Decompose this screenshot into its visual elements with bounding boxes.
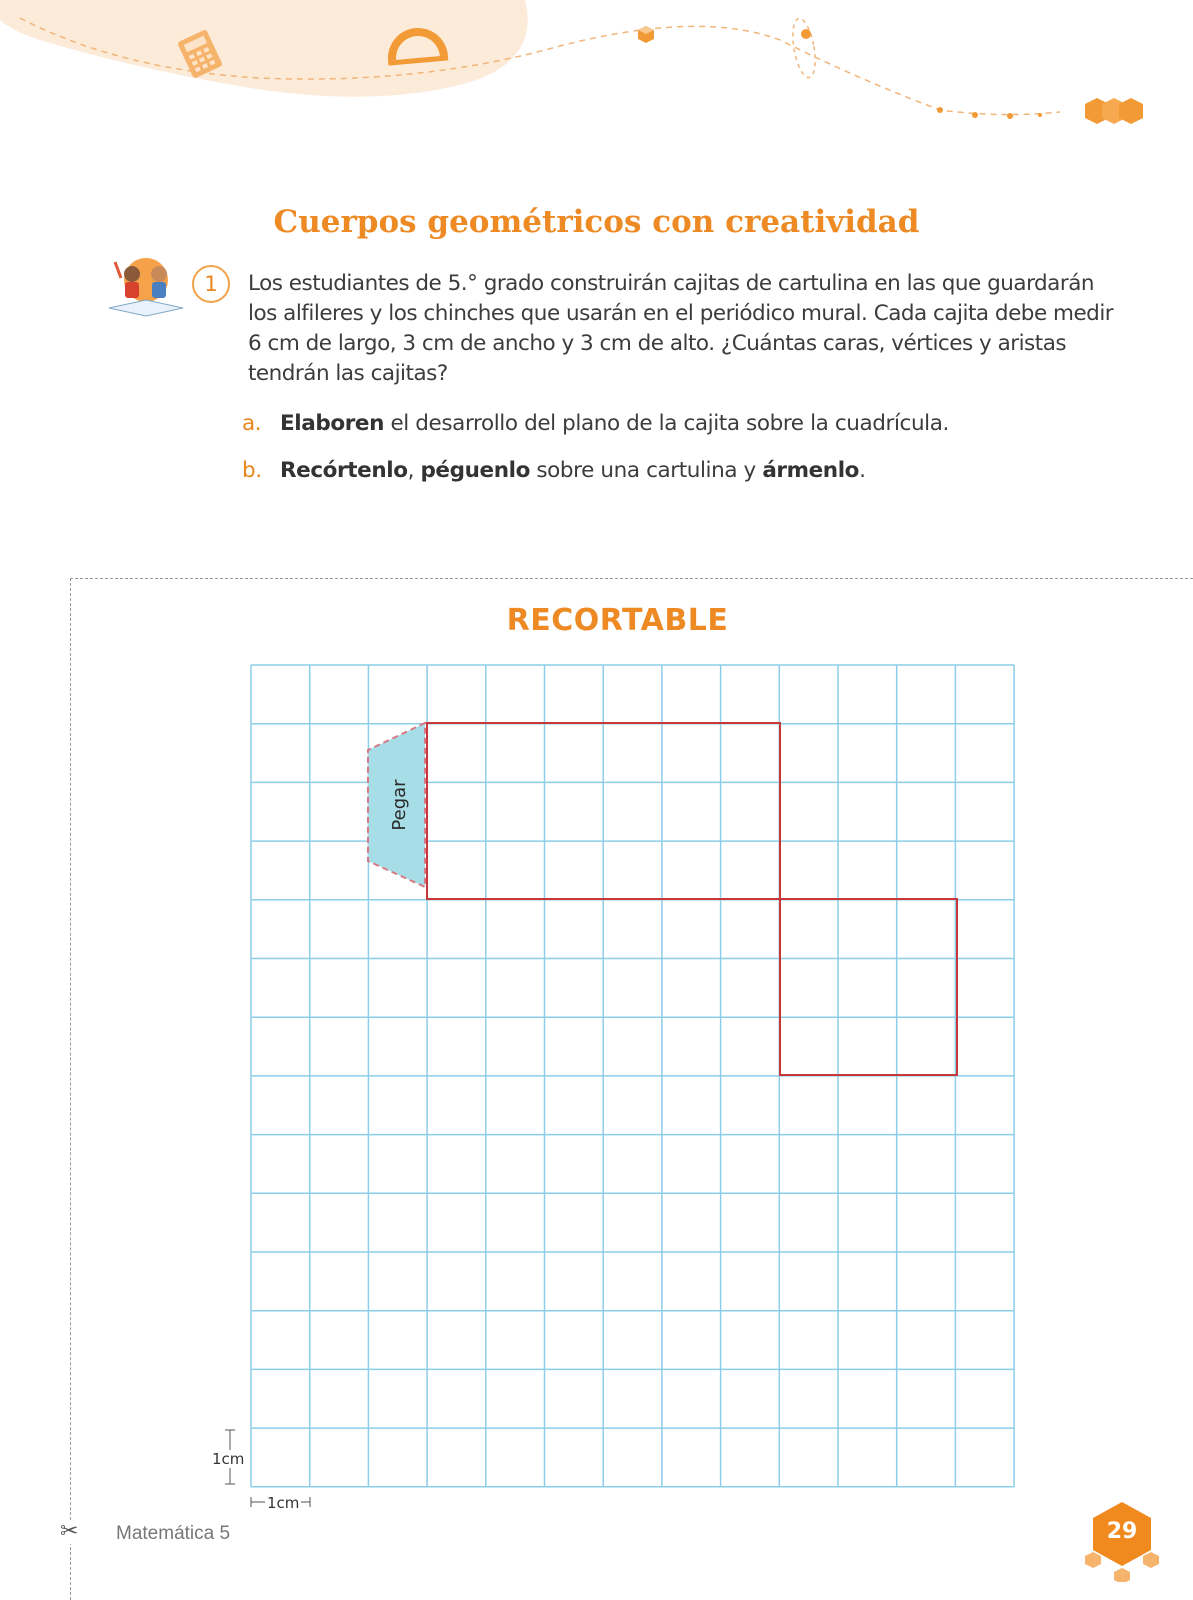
instruction-text: . xyxy=(859,458,866,483)
page-number: 29 xyxy=(1106,1519,1138,1544)
instruction-verb: péguenlo xyxy=(420,458,530,483)
instruction-label: a. xyxy=(242,411,262,436)
problem-statement: Los estudiantes de 5.° grado construirán cajitas de cartulina en las que guardarán los alfileres y los chinches que usarán en el periódico mural. Cada cajita debe medir 6 cm de largo, 3 cm de ancho y 3 cm de alto. ¿Cuántas caras, vértices y aristas tendrán las cajitas? xyxy=(248,271,1114,386)
cutout-heading: RECORTABLE xyxy=(506,603,729,638)
instruction-verb: Recórtenlo xyxy=(280,458,408,483)
instruction-a xyxy=(242,411,949,436)
instruction-verb: ármenlo xyxy=(762,458,860,483)
grid-paper xyxy=(250,664,1018,1496)
dots-decoration xyxy=(937,107,1042,119)
instruction-b xyxy=(242,458,866,483)
cube-icon xyxy=(638,26,654,43)
page-number-badge xyxy=(1081,1500,1163,1582)
cut-line-vertical xyxy=(70,578,71,1600)
pin-icon xyxy=(789,17,819,80)
net-rectangle-side xyxy=(780,899,957,1075)
glue-tab-label: Pegar xyxy=(389,779,410,831)
scissors-icon: ✂ xyxy=(60,1519,79,1544)
horizontal-unit-label: 1cm xyxy=(267,1494,300,1512)
cut-line-horizontal xyxy=(70,578,1193,579)
instruction-text: sobre una cartulina y xyxy=(529,458,763,483)
instruction-text: el desarrollo del plano de la cajita sobre la cuadrícula. xyxy=(384,411,949,436)
instruction-verb: Elaboren xyxy=(280,411,385,436)
instruction-text: , xyxy=(407,458,421,483)
header-decoration xyxy=(0,0,1193,140)
students-reading-icon xyxy=(105,252,187,318)
problem-number-badge: 1 xyxy=(192,265,230,303)
cubes-icon xyxy=(1085,98,1143,124)
page-title: Cuerpos geométricos con creatividad xyxy=(273,203,920,240)
footer-book-title: Matemática 5 xyxy=(116,1523,231,1544)
instruction-label: b. xyxy=(242,458,262,483)
vertical-unit-label: 1cm xyxy=(212,1450,245,1468)
